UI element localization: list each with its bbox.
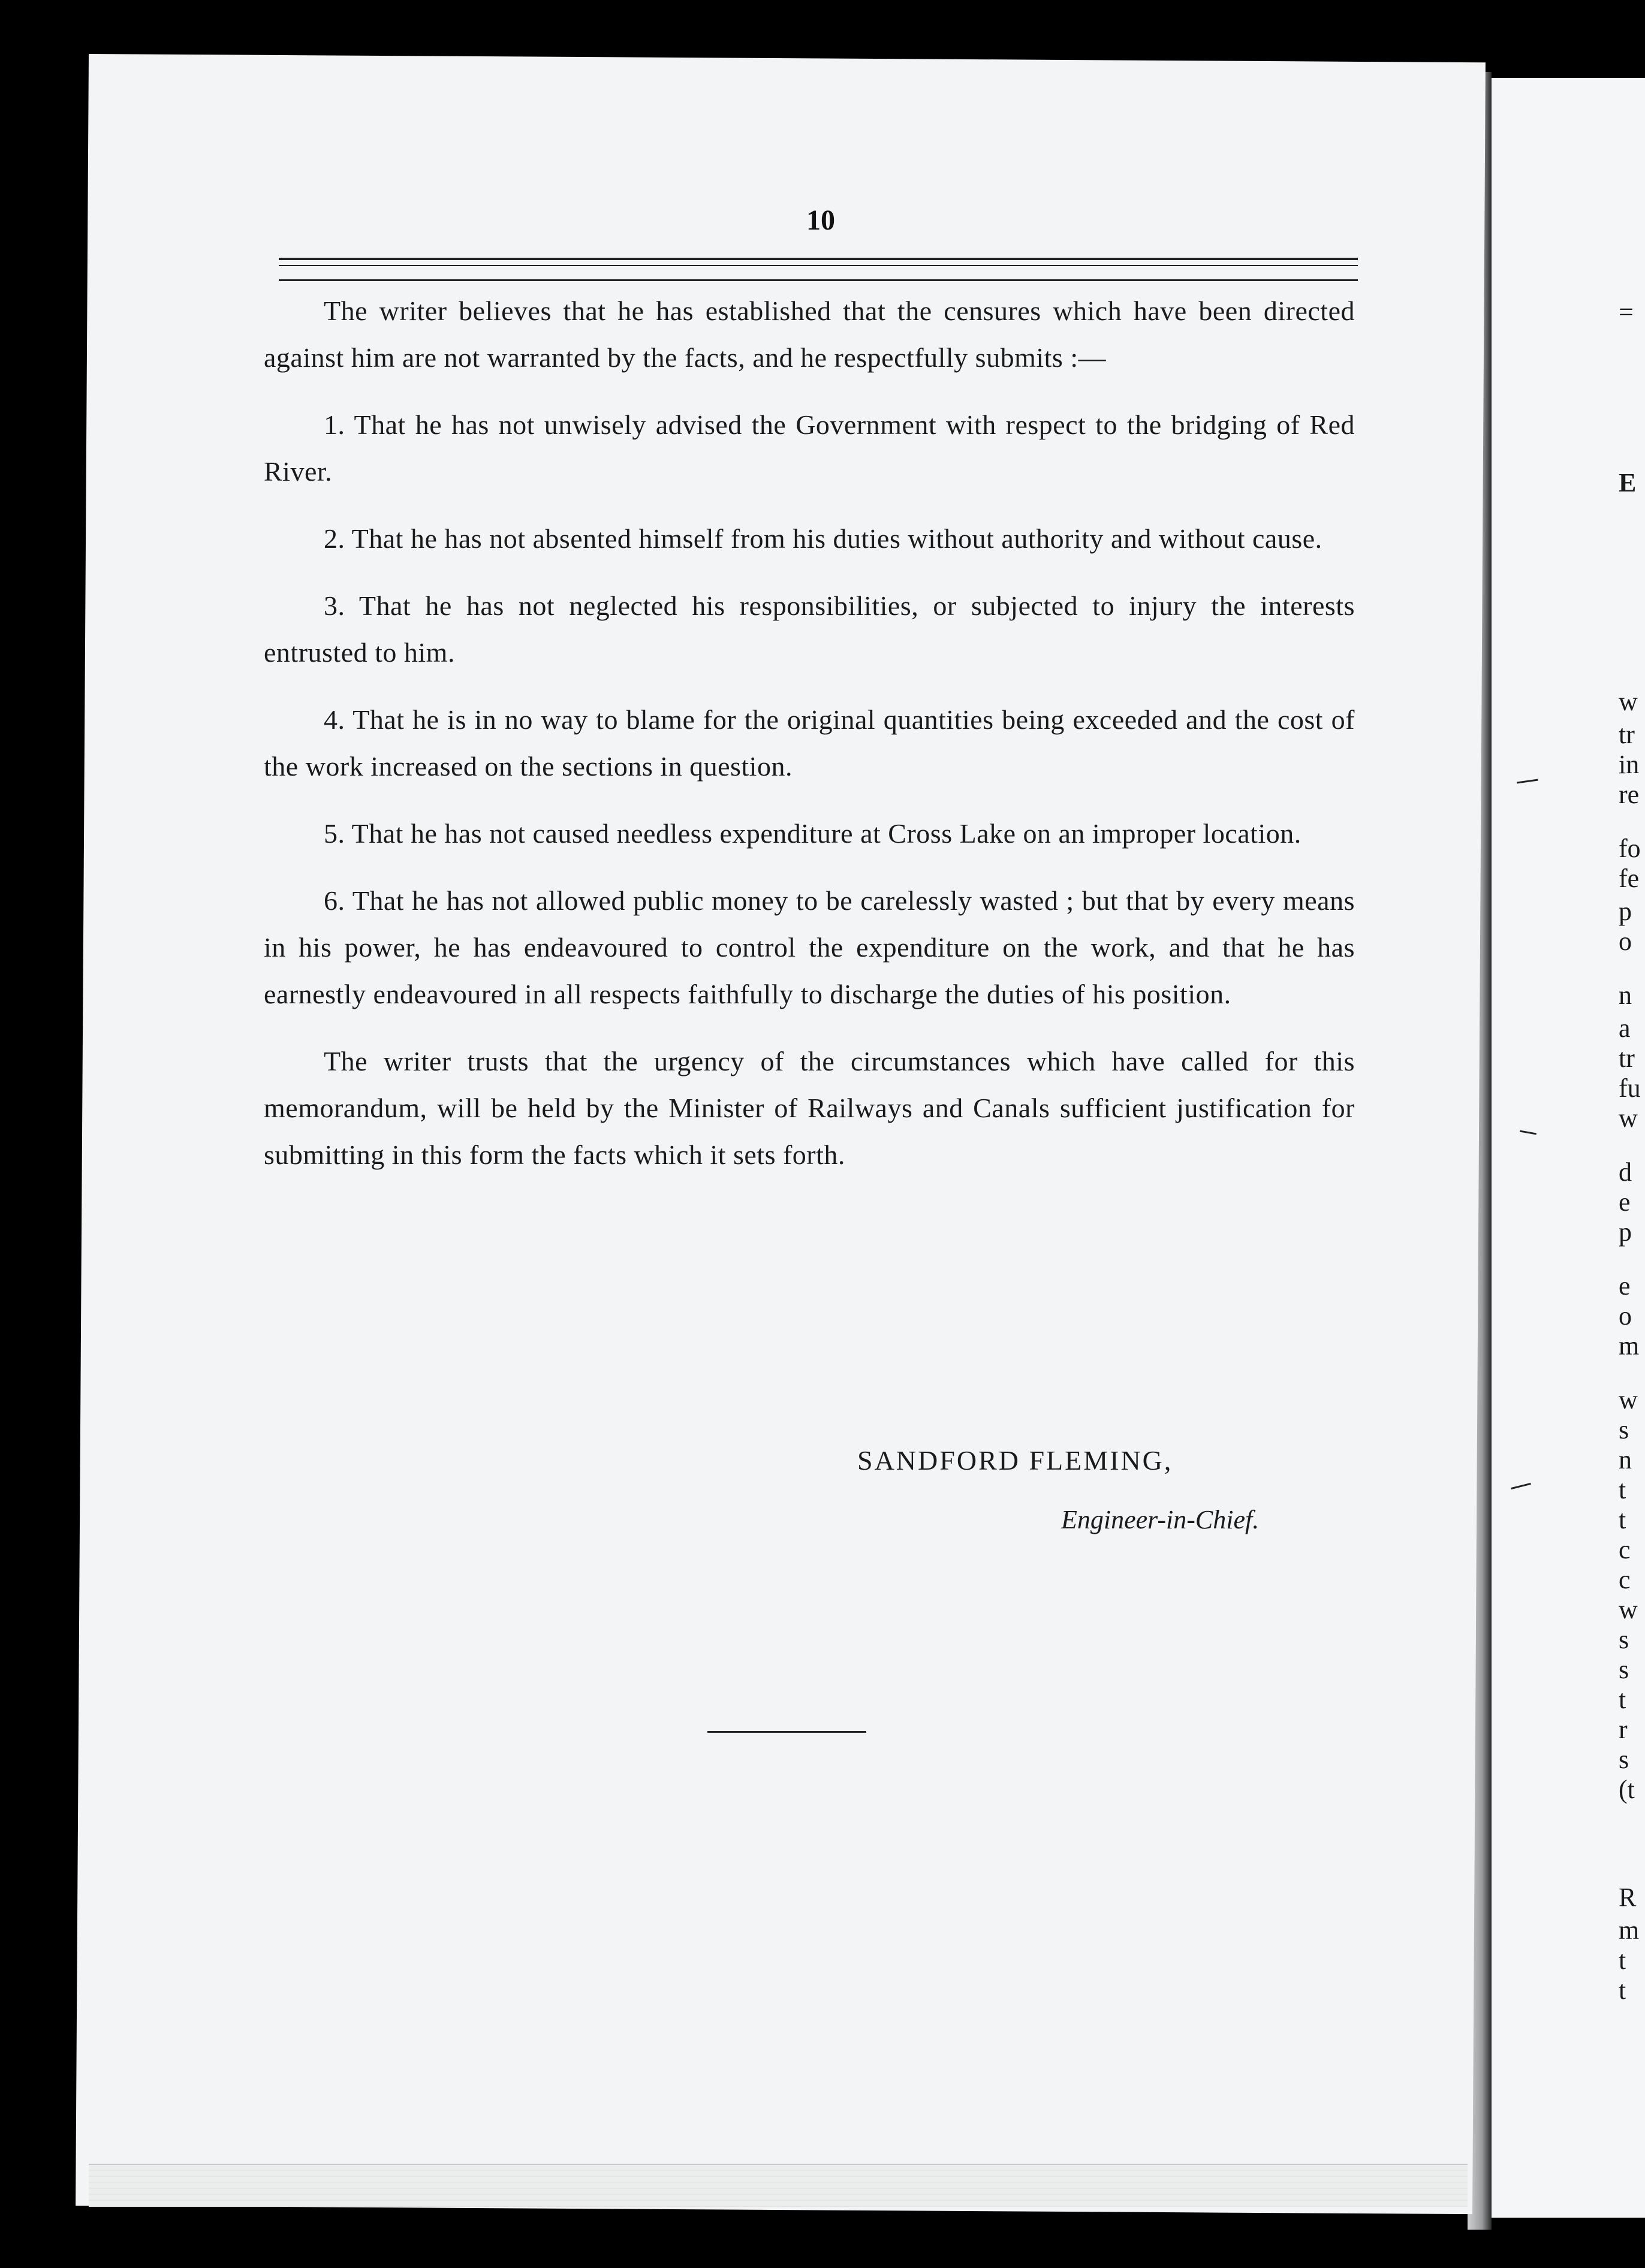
fragment: o xyxy=(1619,1301,1632,1331)
fragment: R xyxy=(1619,1883,1637,1912)
fragment: o xyxy=(1619,927,1632,956)
fragment: t xyxy=(1619,1505,1626,1534)
fragment: E xyxy=(1619,468,1637,497)
fragment: a xyxy=(1619,1014,1631,1043)
signature-name: SANDFORD FLEMING, xyxy=(857,1445,1173,1476)
fragment: d xyxy=(1619,1157,1632,1187)
fragment: r xyxy=(1619,1715,1628,1744)
fragment: e xyxy=(1619,1271,1631,1301)
paragraph-point-2: 2. That he has not absented himself from his duties without authority and without cause. xyxy=(324,523,1322,554)
header-rule xyxy=(279,279,1358,281)
fragment: fo xyxy=(1619,834,1641,863)
fragment: t xyxy=(1619,1946,1626,1975)
fragment: fe xyxy=(1619,864,1640,893)
paragraph-conclusion: The writer trusts that the urgency of the circumstances which have called for this memorandum, will be held by the Minister of Railways and Canals sufficient justification for submitting in this form the facts which it sets forth. xyxy=(264,1046,1355,1170)
fragment: c xyxy=(1619,1535,1631,1564)
page-bottom-edges xyxy=(89,2164,1468,2207)
paragraph-point-4: 4. That he is in no way to blame for the original quantities being exceeded and the cost of the work increased on the sections in question. xyxy=(264,704,1355,782)
fragment: re xyxy=(1619,780,1640,809)
fragment: tr xyxy=(1619,1043,1635,1073)
fragment: t xyxy=(1619,1976,1626,2005)
fragment: n xyxy=(1619,1445,1632,1474)
fragment: s xyxy=(1619,1625,1629,1654)
fragment: t xyxy=(1619,1685,1626,1714)
end-rule xyxy=(707,1731,866,1733)
signature-title: Engineer-in-Chief. xyxy=(1061,1505,1260,1534)
fragment: n xyxy=(1619,981,1632,1010)
fragment: m xyxy=(1619,1331,1640,1361)
document-body xyxy=(264,288,1355,1199)
paragraph-point-6: 6. That he has not allowed public money to be carelessly wasted ; but that by every means in his power, he has endeavoured to control the expenditure on the work, and that he has earnestly endeavoured in all respects faithfully to discharge the duties of his position. xyxy=(264,885,1355,1009)
fragment: p xyxy=(1619,897,1632,926)
fragment: w xyxy=(1619,1595,1638,1624)
paragraph-point-1: 1. That he has not unwisely advised the Government with respect to the bridging of Red River. xyxy=(264,409,1355,487)
fragment: m xyxy=(1619,1916,1640,1945)
fragment: in xyxy=(1619,750,1640,779)
paragraph-intro: The writer believes that he has established that the censures which have been directed against him are not warranted by the facts, and he respectfully submits :— xyxy=(264,295,1355,373)
fragment: s xyxy=(1619,1415,1629,1444)
fragment: p xyxy=(1619,1217,1632,1247)
fragment: = xyxy=(1619,297,1634,327)
fragment: c xyxy=(1619,1565,1631,1594)
paragraph-point-3: 3. That he has not neglected his responsibilities, or subjected to injury the interests entrusted to him. xyxy=(264,590,1355,668)
fragment: tr xyxy=(1619,720,1635,749)
fragment: e xyxy=(1619,1187,1631,1217)
fragment: (t xyxy=(1619,1775,1635,1804)
paragraph-point-5: 5. That he has not caused needless expenditure at Cross Lake on an improper location. xyxy=(324,818,1301,849)
header-rule xyxy=(279,265,1358,266)
fragment: w xyxy=(1619,687,1638,716)
page-number: 10 xyxy=(806,204,835,236)
fragment: w xyxy=(1619,1103,1638,1133)
fragment: w xyxy=(1619,1385,1638,1415)
fragment: s xyxy=(1619,1745,1629,1774)
fragment: t xyxy=(1619,1475,1626,1504)
fragment: fu xyxy=(1619,1073,1641,1103)
adjacent-page-text-fragments xyxy=(1619,0,1645,2268)
header-rule xyxy=(279,258,1358,260)
fragment: s xyxy=(1619,1655,1629,1684)
